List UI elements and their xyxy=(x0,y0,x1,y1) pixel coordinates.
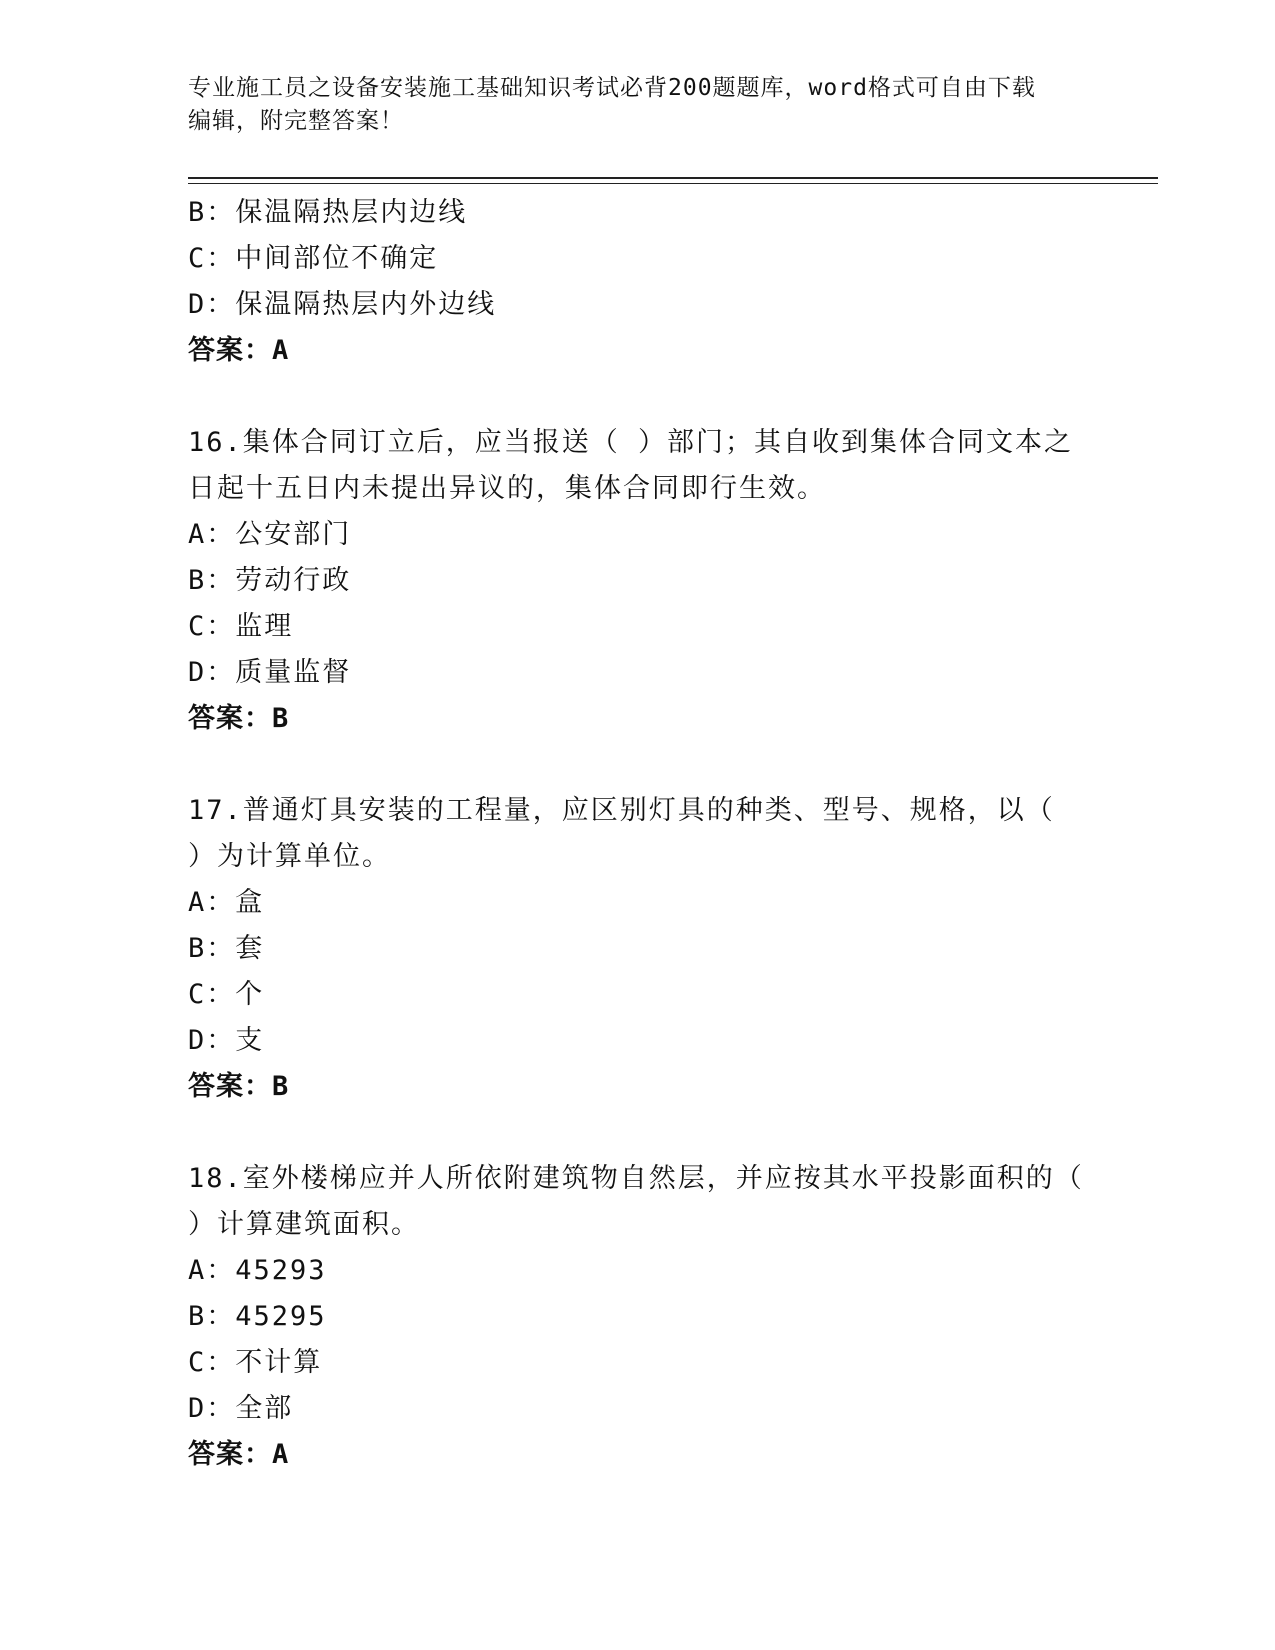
option-b: B：劳动行政 xyxy=(188,565,352,596)
question-text-line: 18.室外楼梯应并人所依附建筑物自然层，并应按其水平投影面积的（ xyxy=(188,1163,1084,1194)
option-a: A：盒 xyxy=(188,887,265,918)
header-line-1: 专业施工员之设备安装施工基础知识考试必背200题题库，word格式可自由下载 xyxy=(188,75,1036,101)
question-17 xyxy=(188,788,1088,1110)
option-b: B：45295 xyxy=(188,1301,327,1332)
option-a: A：公安部门 xyxy=(188,519,352,550)
question-text-line: 17.普通灯具安装的工程量，应区别灯具的种类、型号、规格，以（ xyxy=(188,795,1055,826)
option-b: B：套 xyxy=(188,933,265,964)
question-list xyxy=(188,190,1088,1478)
question-18 xyxy=(188,1156,1088,1478)
option-c: C：个 xyxy=(188,979,265,1010)
answer-line: 答案：B xyxy=(188,703,290,734)
option-d: D：支 xyxy=(188,1025,265,1056)
document-header xyxy=(188,72,1068,138)
option-c: C：监理 xyxy=(188,611,294,642)
option-d: D：全部 xyxy=(188,1393,294,1424)
question-text-line: 日起十五日内未提出异议的，集体合同即行生效。 xyxy=(188,473,826,504)
option-c: C：不计算 xyxy=(188,1347,323,1378)
answer-line: 答案：A xyxy=(188,1439,290,1470)
option-d: D：保温隔热层内外边线 xyxy=(188,289,497,320)
option-a: A：45293 xyxy=(188,1255,327,1286)
header-rule-thin xyxy=(188,183,1158,184)
option-b: B：保温隔热层内边线 xyxy=(188,197,468,228)
header-rule-thick xyxy=(188,177,1158,179)
answer-line: 答案：A xyxy=(188,335,290,366)
question-text-line: 16.集体合同订立后，应当报送（ ）部门；其自收到集体合同文本之 xyxy=(188,427,1074,458)
partial-question xyxy=(188,190,1088,374)
header-line-2: 编辑，附完整答案！ xyxy=(188,108,404,134)
question-text-line: ）计算建筑面积。 xyxy=(188,1209,420,1240)
question-16 xyxy=(188,420,1088,742)
question-text-line: ）为计算单位。 xyxy=(188,841,391,872)
answer-line: 答案：B xyxy=(188,1071,290,1102)
option-c: C：中间部位不确定 xyxy=(188,243,439,274)
option-d: D：质量监督 xyxy=(188,657,352,688)
